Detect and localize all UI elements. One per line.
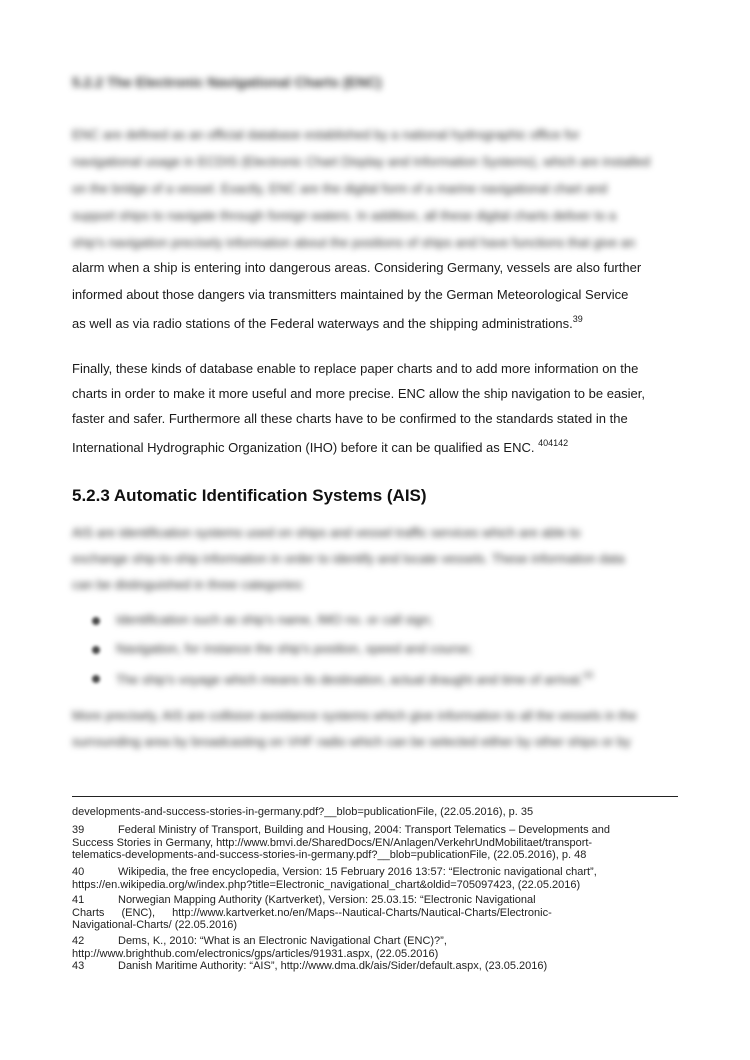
- enc-text-span: as well as via radio stations of the Federal waterways and the shipping administrations.: [72, 316, 573, 331]
- footnote-text: Navigational-Charts/ (22.05.2016): [72, 919, 238, 931]
- enc-blurred-line: navigational usage in ECDIS (Electronic Chart Display and Information Systems), which are installed: [72, 154, 651, 169]
- footnote-ref-39[interactable]: 39: [572, 314, 583, 324]
- footnote-text: telematics-developments-and-success-stories-in-germany.pdf?__blob=publicationFile, (22.05.2016), p. 48: [72, 849, 587, 861]
- enc-text-line: alarm when a ship is entering into dangerous areas. Considering Germany, vessels are also further: [72, 260, 642, 275]
- footnote-41: [72, 894, 678, 932]
- footnote-text: Success Stories in Germany, http://www.bmvi.de/SharedDocs/EN/Anlagen/VerkehrUndMobilitaet/transport-: [72, 836, 593, 849]
- ais-bullet-span: The ship's voyage which means its destination, actual draught and time of arrival.: [116, 672, 584, 687]
- section-heading-enc: 5.2.2 The Electronic Navigational Charts (ENC): [72, 74, 382, 90]
- ais-bullet-item: Navigation, for instance the ship's position, speed and course;: [116, 641, 473, 656]
- enc-text-line: [72, 314, 687, 331]
- enc-para2-line: Finally, these kinds of database enable to replace paper charts and to add more information on the: [72, 361, 639, 376]
- ais-blurred-line: can be distinguished in three categories:: [72, 577, 305, 592]
- footnote-text: Charts (ENC), http://www.kartverket.no/en/Maps--Nautical-Charts/Nautical-Charts/Electronic-: [72, 906, 552, 919]
- ais-bullet-item: Identification such as ship's name, IMO no. or call sign;: [116, 612, 433, 627]
- footnote-number: 43: [72, 960, 85, 972]
- enc-blurred-line: ENC are defined as an official database established by a national hydrographic office for: [72, 127, 580, 142]
- enc-blurred-line: on the bridge of a vessel. Exactly, ENC are the digital form of a marine navigational chart and: [72, 181, 608, 196]
- ais-blurred-line: exchange ship-to-ship information in order to identify and locate vessels. These information data: [72, 551, 625, 566]
- footnote-text: Federal Ministry of Transport, Building and Housing, 2004: Transport Telematics – Developments and: [118, 824, 610, 836]
- ais-blurred-line: surrounding area by broadcasting on VHF radio which can be selected either by other ships or by: [72, 734, 631, 749]
- footnote-number: 41: [72, 894, 85, 906]
- enc-para2-span: International Hydrographic Organization (IHO) before it can be qualified as ENC.: [72, 440, 535, 455]
- footnote-40: [72, 866, 678, 891]
- enc-text-line: informed about those dangers via transmitters maintained by the German Meteorological Service: [72, 287, 629, 302]
- ais-blurred-line: More precisely, AIS are collision avoidance systems which give information to all the vessels in the: [72, 708, 637, 723]
- ais-blurred-line: AIS are identification systems used on ships and vessel traffic services which are able to: [72, 525, 581, 540]
- footnote-text: https://en.wikipedia.org/w/index.php?title=Electronic_navigational_chart&oldid=705097423, (22.05.2016): [72, 878, 581, 891]
- footnote-text: Dems, K., 2010: “What is an Electronic Navigational Chart (ENC)?”,: [118, 935, 447, 947]
- enc-para2-line: charts in order to make it more useful and more precise. ENC allow the ship navigation to be easier,: [72, 386, 646, 401]
- footnote-ref-43: 43: [583, 670, 594, 680]
- ais-bullet-item: [116, 670, 593, 687]
- bullet-dot-icon: [92, 646, 100, 654]
- footnote-39: [72, 824, 678, 862]
- footnote-separator: [72, 796, 678, 797]
- footnote-text: http://www.brighthub.com/electronics/gps/articles/91931.aspx, (22.05.2016): [72, 947, 439, 960]
- footnote-number: 40: [72, 866, 85, 878]
- footnote-43: [72, 960, 678, 973]
- enc-para2-line: [72, 438, 687, 455]
- enc-blurred-line: ship's navigation precisely information about the positions of ships and have functions that give an: [72, 235, 636, 250]
- bullet-dot-icon: [92, 617, 100, 625]
- footnote-continued: developments-and-success-stories-in-germany.pdf?__blob=publicationFile, (22.05.2016), p. 35: [72, 806, 534, 818]
- footnote-text: Norwegian Mapping Authority (Kartverket), Version: 25.03.15: “Electronic Navigational: [118, 894, 536, 906]
- enc-blurred-line: support ships to navigate through foreign waters. In addition, all these digital charts deliver to a: [72, 208, 617, 223]
- section-heading-ais: 5.2.3 Automatic Identification Systems (AIS): [72, 486, 427, 505]
- footnote-number: 42: [72, 935, 85, 947]
- enc-para2-line: faster and safer. Furthermore all these charts have to be confirmed to the standards stated in the: [72, 411, 628, 426]
- footnote-ref-40-41-42[interactable]: 404142: [538, 438, 569, 448]
- footnote-text: Wikipedia, the free encyclopedia, Version: 15 February 2016 13:57: “Electronic navigational chart”,: [118, 866, 597, 878]
- bullet-dot-icon: [92, 675, 100, 683]
- footnote-number: 39: [72, 824, 85, 836]
- footnote-42: [72, 935, 678, 960]
- footnote-text: Danish Maritime Authority: “AIS”, http://www.dma.dk/ais/Sider/default.aspx, (23.05.2016): [118, 960, 548, 972]
